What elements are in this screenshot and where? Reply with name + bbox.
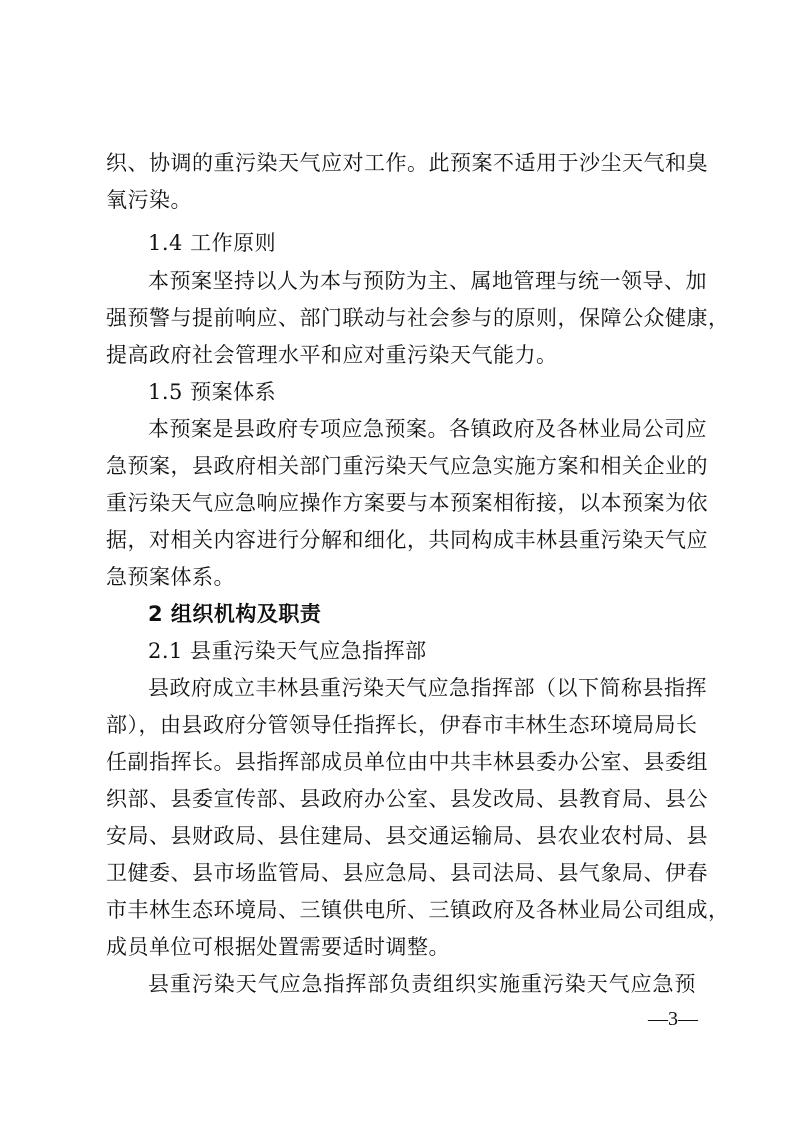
paragraph-line: 织部、县委宣传部、县政府办公室、县发改局、县教育局、县公 — [106, 787, 708, 811]
paragraph-line: 任副指挥长。县指挥部成员单位由中共丰林县委办公室、县委组 — [106, 750, 708, 774]
paragraph-line: 部），由县政府分管领导任指挥长，伊春市丰林生态环境局局长 — [106, 713, 698, 737]
page-number: —3— — [648, 1008, 698, 1030]
paragraph-line: 提高政府社会管理水平和应对重污染天气能力。 — [106, 343, 558, 367]
paragraph-line: 急预案体系。 — [106, 565, 235, 589]
paragraph-line: 卫健委、县市场监管局、县应急局、县司法局、县气象局、伊春 — [106, 861, 708, 885]
section-heading-1-5: 1.5 预案体系 — [148, 380, 277, 404]
paragraph-line: 市丰林生态环境局、三镇供电所、三镇政府及各林业局公司组成， — [106, 898, 730, 922]
paragraph-line: 急预案，县政府相关部门重污染天气应急实施方案和相关企业的 — [106, 454, 708, 478]
paragraph-line: 氧污染。 — [106, 188, 192, 212]
paragraph-line: 本预案坚持以人为本与预防为主、属地管理与统一领导、加 — [148, 269, 707, 293]
paragraph-line: 县政府成立丰林县重污染天气应急指挥部（以下简称县指挥 — [148, 676, 707, 700]
paragraph-line: 本预案是县政府专项应急预案。各镇政府及各林业局公司应 — [148, 417, 707, 441]
chapter-heading-2: 2 组织机构及职责 — [148, 602, 322, 626]
paragraph-line: 强预警与提前响应、部门联动与社会参与的原则，保障公众健康， — [106, 306, 730, 330]
paragraph-line: 安局、县财政局、县住建局、县交通运输局、县农业农村局、县 — [106, 824, 708, 848]
paragraph-line: 成员单位可根据处置需要适时调整。 — [106, 935, 450, 959]
section-heading-1-4: 1.4 工作原则 — [148, 231, 277, 255]
paragraph-line: 织、协调的重污染天气应对工作。此预案不适用于沙尘天气和臭 — [106, 151, 708, 175]
paragraph-line: 重污染天气应急响应操作方案要与本预案相衔接，以本预案为依 — [106, 491, 708, 515]
paragraph-line: 据，对相关内容进行分解和细化，共同构成丰林县重污染天气应 — [106, 528, 708, 552]
section-heading-2-1: 2.1 县重污染天气应急指挥部 — [148, 639, 427, 663]
paragraph-line: 县重污染天气应急指挥部负责组织实施重污染天气应急预 — [148, 972, 696, 996]
